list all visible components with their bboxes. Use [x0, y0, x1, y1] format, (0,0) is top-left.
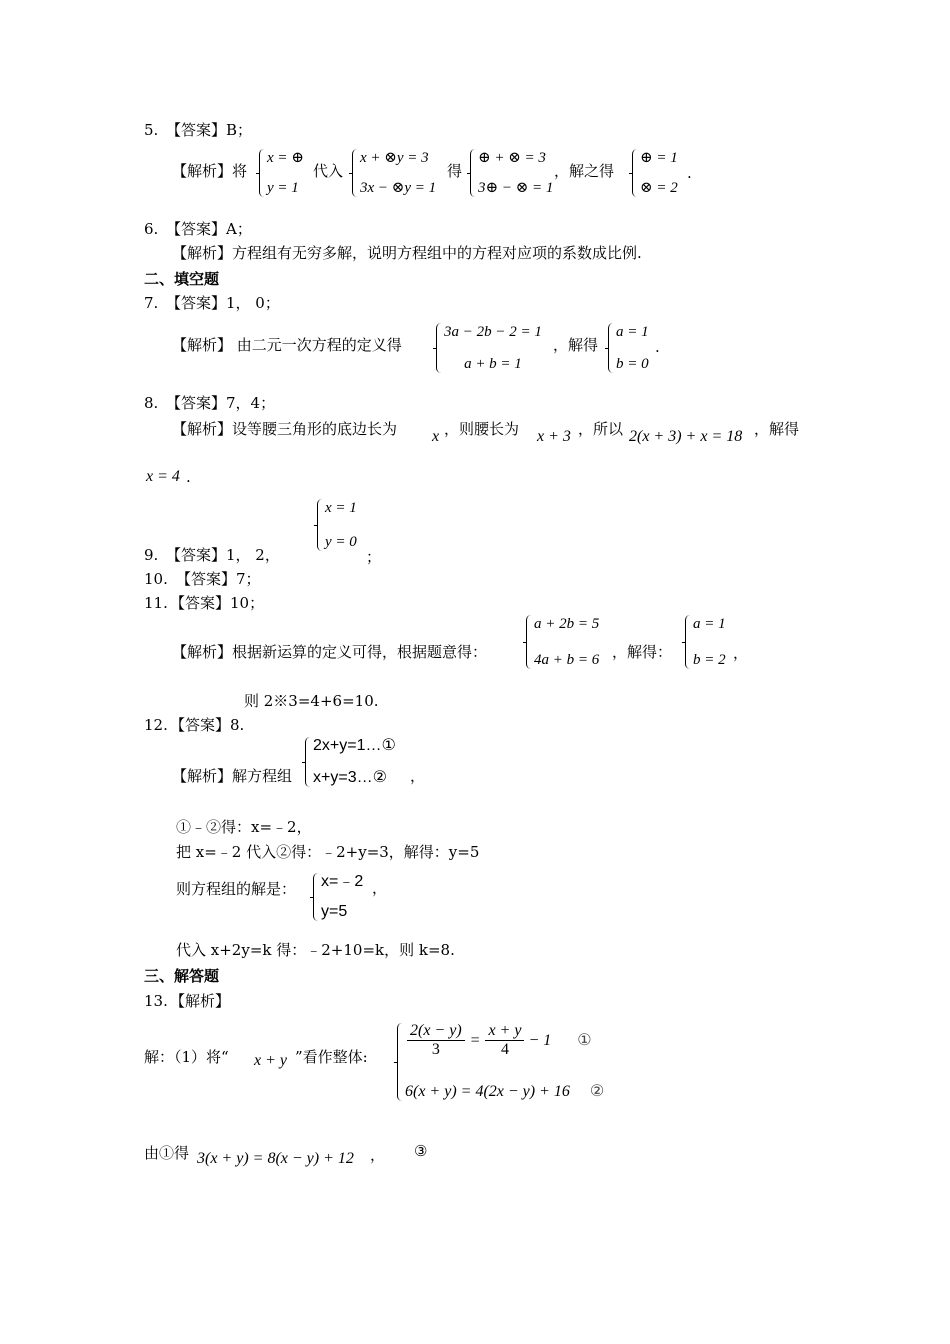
q7-analysis-label: 【解析】 由二元一次方程的定义得 — [172, 336, 402, 354]
q13-frac-left-denominator: 3 — [431, 1041, 440, 1058]
q8-analysis-c: ，所以 — [578, 420, 624, 438]
q5-sys3-row: 3⊕ − ⊗ = 1 — [478, 180, 554, 196]
q6-analysis: 【解析】方程组有无穷多解，说明方程组中的方程对应项的系数成比例. — [172, 244, 642, 262]
q13-equation-3: 3(x + y) = 8(x − y) + 12 — [197, 1150, 354, 1167]
q9-end: ； — [366, 548, 382, 566]
section-heading-solve: 三、解答题 — [144, 967, 220, 985]
brace-icon — [467, 148, 474, 198]
q13-fraction-right — [485, 1022, 524, 1059]
q5-substitute-text: 代入 — [313, 162, 344, 180]
q11-system-1 — [523, 614, 599, 670]
q13-equals: = — [469, 1031, 481, 1049]
q5-sys4-row: ⊕ = 1 — [640, 150, 678, 166]
q8-math-equation: 2(x + 3) + x = 18 — [629, 428, 743, 445]
q12-analysis-label: 【解析】解方程组 — [172, 767, 293, 785]
q5-sys4-row: ⊗ = 2 — [640, 180, 678, 196]
q7-sys2-row: a = 1 — [616, 324, 649, 340]
q6-number: 6. — [144, 220, 159, 238]
q12-sys-row: x+y=3…② — [313, 769, 387, 786]
q7-solve-text: ，解得 — [553, 336, 599, 354]
q11-system-2 — [682, 614, 726, 670]
q12-system-end: ， — [410, 767, 426, 785]
q13-intro-a: 解：（1）将“ — [144, 1048, 229, 1066]
q13-frac-right-numerator: x + y — [485, 1022, 524, 1041]
brace-icon — [682, 614, 689, 670]
q13-equation-1 — [405, 1022, 604, 1059]
q8-result-end: . — [186, 468, 191, 486]
brace-icon — [433, 322, 440, 374]
q13-mark-2: ② — [589, 1083, 605, 1100]
q13-math-x-plus-y: x + y — [254, 1052, 287, 1069]
q10-number: 10. — [144, 570, 168, 588]
q5-answer: 【答案】B； — [166, 121, 253, 139]
q9-system — [314, 498, 357, 552]
q12-sol-row: y=5 — [321, 903, 348, 920]
brace-icon — [310, 872, 317, 922]
q5-system-1 — [256, 148, 304, 198]
q13-mark-1: ① — [577, 1031, 592, 1049]
q12-system — [302, 736, 396, 788]
q12-answer: 【答案】8. — [170, 716, 245, 734]
section-heading-fill-in: 二、填空题 — [144, 270, 220, 288]
q9-sys-row: y = 0 — [325, 534, 357, 550]
q5-sys2-row: x + ⊗y = 3 — [360, 150, 429, 166]
q5-end: . — [687, 164, 692, 182]
q12-step4: 代入 x+2y=k 得：﹣2+10=k，则 k=8. — [176, 941, 455, 959]
q8-result: x = 4 — [146, 468, 180, 485]
q11-sys2-row: a = 1 — [693, 616, 726, 632]
q12-step1: ①﹣②得：x=﹣2， — [176, 818, 312, 836]
q12-number: 12. — [144, 716, 168, 734]
q7-sys1-row: a + b = 1 — [464, 356, 522, 372]
q5-sys1-row: x = ⊕ — [267, 150, 304, 166]
q5-number: 5. — [144, 121, 159, 139]
q7-sys1-row: 3a − 2b − 2 = 1 — [444, 324, 542, 340]
q8-analysis-a: 【解析】设等腰三角形的底边长为 — [172, 420, 398, 438]
q5-system-2 — [349, 148, 436, 198]
q5-system-4 — [629, 148, 678, 198]
q11-analysis-label: 【解析】根据新运算的定义可得，根据题意得： — [172, 643, 488, 661]
q12-solution-system — [310, 872, 363, 922]
q12-sol-row: x=﹣2 — [321, 873, 364, 890]
q5-sys2-row: 3x − ⊗y = 1 — [360, 180, 437, 196]
q13-analysis-label: 【解析】 — [170, 992, 231, 1010]
q7-end: . — [655, 338, 660, 356]
q13-mark-3: ③ — [414, 1142, 428, 1160]
q13-intro-b: ”看作整体: — [295, 1048, 368, 1066]
q7-sys2-row: b = 0 — [616, 356, 649, 372]
q13-system — [394, 1022, 604, 1102]
q12-solution-end: ， — [372, 879, 388, 897]
q11-line2: 则 2※3=4+6=10. — [244, 692, 379, 710]
brace-icon — [523, 614, 530, 670]
q9-number: 9. — [144, 546, 159, 564]
brace-icon — [302, 736, 309, 788]
q8-math-x: x — [432, 428, 440, 445]
q7-answer: 【答案】1， 0； — [166, 294, 280, 312]
q13-number: 13. — [144, 992, 168, 1010]
q13-frac-left-numerator: 2(x − y) — [407, 1022, 465, 1041]
q13-eq3-end: ， — [370, 1146, 386, 1164]
q5-analysis-label: 【解析】将 — [172, 162, 248, 180]
q13-frac-right-denominator: 4 — [500, 1041, 509, 1058]
brace-icon — [605, 322, 612, 374]
brace-icon — [629, 148, 636, 198]
q11-sys1-row: a + 2b = 5 — [534, 616, 600, 632]
q12-sys-row: 2x+y=1…① — [313, 737, 396, 754]
q10-answer: 【答案】7； — [176, 570, 261, 588]
q5-sys1-row: y = 1 — [267, 180, 299, 196]
q13-eq1-tail: − 1 — [528, 1031, 552, 1049]
q11-answer: 【答案】10； — [170, 594, 265, 612]
q11-end: ， — [733, 644, 749, 662]
q12-step3-label: 则方程组的解是： — [176, 880, 297, 898]
q8-number: 8. — [144, 394, 159, 412]
q5-get-text: 得 — [447, 162, 463, 180]
q5-sys3-row: ⊕ + ⊗ = 3 — [478, 150, 546, 166]
q5-solve-text: ，解之得 — [554, 162, 615, 180]
q12-step2: 把 x=﹣2 代入②得：﹣2+y=3，解得：y=5 — [176, 843, 480, 861]
q8-math-x-plus-3: x + 3 — [537, 428, 571, 445]
q13-equation-2 — [405, 1082, 604, 1102]
q11-sys2-row: b = 2 — [693, 652, 726, 668]
q7-number: 7. — [144, 294, 159, 312]
q13-from-label: 由①得 — [144, 1144, 190, 1162]
brace-icon — [394, 1022, 401, 1102]
brace-icon — [256, 148, 263, 198]
q6-answer: 【答案】A； — [166, 220, 252, 238]
q9-answer: 【答案】1， 2， — [166, 546, 280, 564]
q11-number: 11. — [144, 594, 168, 612]
q8-answer: 【答案】7，4； — [166, 394, 276, 412]
brace-icon — [349, 148, 356, 198]
q5-system-3 — [467, 148, 553, 198]
q9-sys-row: x = 1 — [325, 500, 357, 516]
q7-system-2 — [605, 322, 649, 374]
q11-solve-text: ，解得： — [612, 643, 673, 661]
q13-fraction-left — [407, 1022, 465, 1059]
q7-system-1 — [433, 322, 542, 374]
brace-icon — [314, 498, 321, 552]
q8-analysis-b: ，则腰长为 — [444, 420, 520, 438]
q13-eq2: 6(x + y) = 4(2x − y) + 16 — [405, 1083, 570, 1100]
q11-sys1-row: 4a + b = 6 — [534, 652, 600, 668]
q8-analysis-d: ，解得 — [754, 420, 800, 438]
